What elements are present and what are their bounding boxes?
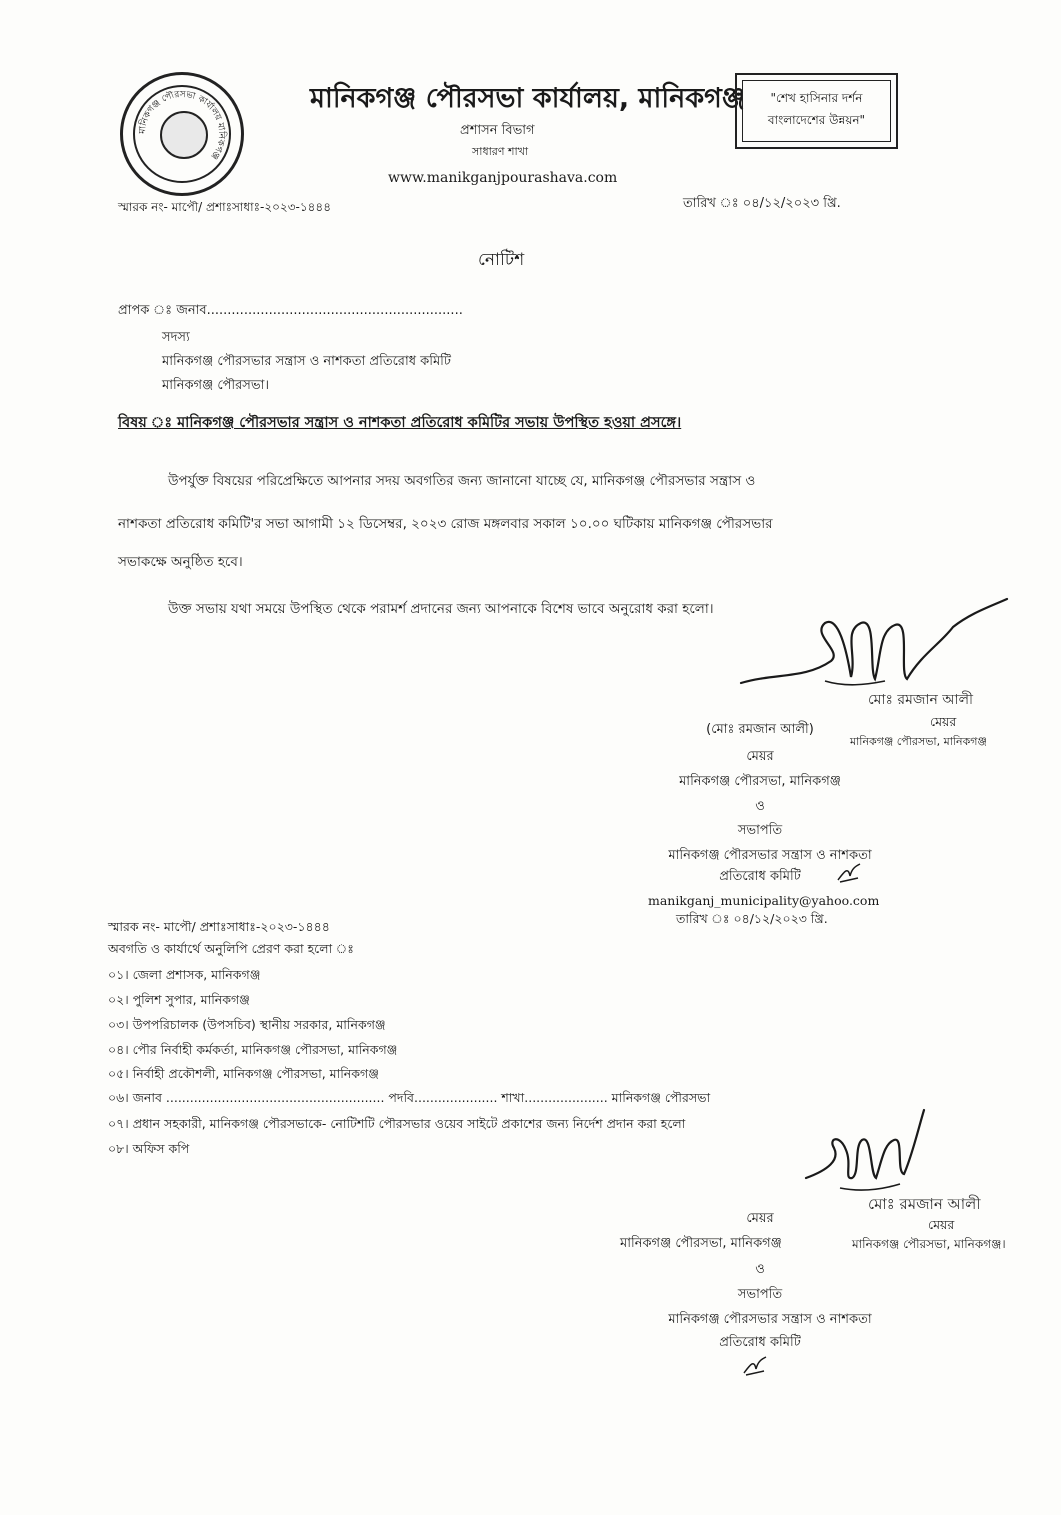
issue-date: তারিখ ঃ ০৪/১২/২০২৩ খ্রি. [683,196,841,211]
signatory-and-2: ও [755,1262,765,1277]
signatory-title-1: মেয়র [746,749,774,764]
signatory-role-1: সভাপতি [737,823,783,838]
slogan-line-2: বাংলাদেশের উন্নয়ন" [767,113,866,127]
initial-mark-icon [742,1355,768,1377]
contact-email[interactable]: manikganj_municipality@yahoo.com [648,893,880,908]
seal-lettering [123,75,241,193]
signatory-org-1: মানিকগঞ্জ পৌরসভা, মানিকগঞ্জ [679,774,841,789]
copy-item: ০৬। জনাব ....................................................... পদবি..................... শাখা..................... মানিকগঞ্জ পৌরসভা [108,1090,711,1105]
stamp-title-1: মেয়র [930,714,957,729]
notice-heading: নোটিশ [478,250,525,270]
slogan-line-1: "শেখ হাসিনার দর্শন [770,91,863,105]
body-line-2: নাশকতা প্রতিরোধ কমিটি'র সভা আগামী ১২ ডিসেম্বর, ২০২৩ রোজ মঙ্গলবার সকাল ১০.০০ ঘটিকায় মানিকগঞ্জ পৌরসভার [118,516,773,532]
copy-item: ০৪। পৌর নির্বাহী কর্মকর্তা, মানিকগঞ্জ পৌরসভা, মানিকগঞ্জ [108,1042,398,1057]
signatory-committee-1: মানিকগঞ্জ পৌরসভার সন্ত্রাস ও নাশকতা [668,848,872,863]
memo-number: স্মারক নং- মাপৌ/ প্রশাঃসাধাঃ-২০২৩-১৪৪৪ [118,200,332,214]
signatory-committee-3: মানিকগঞ্জ পৌরসভার সন্ত্রাস ও নাশকতা [668,1312,872,1327]
signatory-committee-2: প্রতিরোধ কমিটি [719,869,801,884]
copy-item: ০১। জেলা প্রশাসক, মানিকগঞ্জ [108,967,261,982]
copy-item: ০৩। উপপরিচালক (উপসচিব) স্থানীয় সরকার, মানিকগঞ্জ [108,1017,386,1032]
copy-item: ০৫। নির্বাহী প্রকৌশলী, মানিকগঞ্জ পৌরসভা, মানিকগঞ্জ [108,1066,379,1081]
copy-item: ০৭। প্রধান সহকারী, মানিকগঞ্জ পৌরসভাকে- নোটিশটি পৌরসভার ওয়েব সাইটে প্রকাশের জন্য নির্দেশ প্রদান করা হলো [108,1116,686,1131]
recipient-role: সদস্য [162,330,190,345]
recipient-line: প্রাপক ঃ জনাব.............................................................. [118,303,463,318]
signature-date-1: তারিখ ঃ ০৪/১২/২০২৩ খ্রি. [676,911,828,926]
copy-item: ০৮। অফিস কপি [108,1141,190,1156]
stamp-name-1: মোঃ রমজান আলী [868,692,974,708]
copy-intro: অবগতি ও কার্যার্থে অনুলিপি প্রেরণ করা হলো ঃ [108,941,354,956]
department-label: প্রশাসন বিভাগ [460,123,535,138]
stamp-org-2: মানিকগঞ্জ পৌরসভা, মানিকগঞ্জ। [852,1237,1006,1251]
signatory-committee-4: প্রতিরোধ কমিটি [719,1335,801,1350]
signatory-and-1: ও [755,799,765,814]
signatory-title-2: মেয়র [746,1211,774,1226]
signatory-org-2: মানিকগঞ্জ পৌরসভা, মানিকগঞ্জ [620,1236,782,1251]
body-line-1: উপর্যুক্ত বিষয়ের পরিপ্রেক্ষিতে আপনার সদয় অবগতির জন্য জানানো যাচ্ছে যে, মানিকগঞ্জ পৌরসভার সন্ত্রাস ও [168,473,756,489]
subject-line: বিষয় ঃ মানিকগঞ্জ পৌরসভার সন্ত্রাস ও নাশকতা প্রতিরোধ কমিটির সভায় উপস্থিত হওয়া প্রসঙ্গে। [118,415,682,431]
slogan-box [735,73,898,149]
stamp-name-2: মোঃ রমজান আলী [868,1195,981,1213]
recipient-committee: মানিকগঞ্জ পৌরসভার সন্ত্রাস ও নাশকতা প্রতিরোধ কমিটি [162,354,451,369]
branch-label: সাধারণ শাখা [472,145,529,158]
body-line-3: সভাকক্ষে অনুষ্ঠিত হবে। [118,554,243,570]
office-title: মানিকগঞ্জ পৌরসভা কার্যালয়, মানিকগঞ্জ [310,83,745,114]
recipient-office: মানিকগঞ্জ পৌরসভা। [162,378,269,393]
copy-memo-number: স্মারক নং- মাপৌ/ প্রশাঃসাধাঃ-২০২৩-১৪৪৪ [108,919,330,934]
body-line-4: উক্ত সভায় যথা সময়ে উপস্থিত থেকে পরামর্শ প্রদানের জন্য আপনাকে বিশেষ ভাবে অনুরোধ করা হলো। [168,601,714,617]
signatory-name-1: (মোঃ রমজান আলী) [706,722,814,737]
website-link[interactable]: www.manikganjpourashava.com [388,170,618,186]
stamp-org-1: মানিকগঞ্জ পৌরসভা, মানিকগঞ্জ [850,735,987,748]
svg-text:মানিকগঞ্জ পৌরসভা কার্যালয় মান: মানিকগঞ্জ পৌরসভা কার্যালয় মানিকগঞ্জ [137,89,227,161]
copy-item: ০২। পুলিশ সুপার, মানিকগঞ্জ [108,992,250,1007]
municipality-seal [120,72,244,196]
stamp-title-2: মেয়র [928,1217,955,1232]
initial-mark-icon [836,862,862,884]
signatory-role-2: সভাপতি [737,1287,783,1302]
